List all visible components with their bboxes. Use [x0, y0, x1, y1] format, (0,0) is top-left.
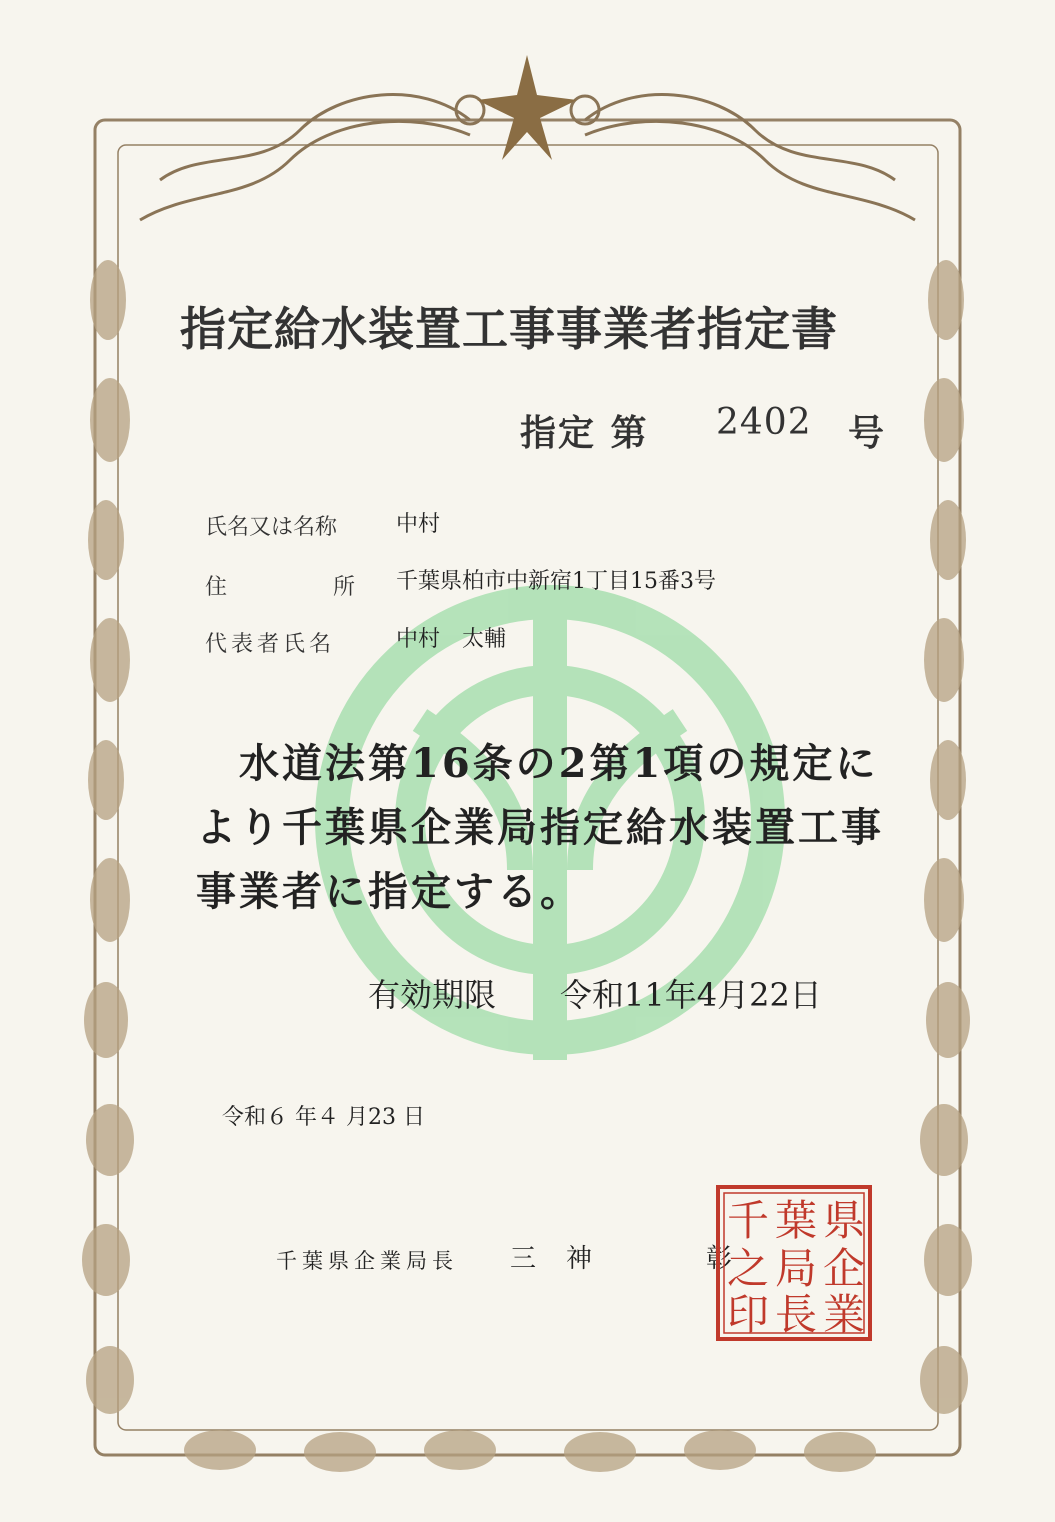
issue-date: 令和６ 年４ 月23 日: [222, 1105, 425, 1130]
address-label: [205, 570, 355, 601]
validity-label: 有効期限: [368, 976, 497, 1014]
statement-line-2: より千葉県企業局指定給水装置工事: [196, 804, 884, 851]
svg-text:業: 業: [822, 1290, 866, 1339]
statement-line-3: 事業者に指定する。: [196, 868, 583, 915]
validity-value: 令和11年4月22日: [560, 976, 822, 1014]
designation-statement: [196, 732, 896, 924]
svg-text:企: 企: [822, 1244, 866, 1293]
svg-text:葉: 葉: [774, 1196, 818, 1245]
statement-line-1: 水道法第16条の2第1項の規定に: [196, 740, 879, 787]
svg-text:千: 千: [726, 1196, 770, 1245]
registration-prefix: 指定 第: [520, 412, 649, 454]
certificate-title: 指定給水装置工事事業者指定書: [180, 302, 838, 356]
issuer-name: 三 神 彰: [510, 1244, 735, 1274]
issuer-title: 千葉県企業局長: [276, 1249, 458, 1273]
svg-text:印: 印: [726, 1290, 770, 1339]
representative-value: 中村 太輔: [396, 627, 507, 652]
svg-text:之: 之: [726, 1244, 770, 1293]
name-value: 中村: [396, 512, 441, 537]
registration-number: 2402: [716, 402, 812, 443]
svg-text:長: 長: [774, 1290, 818, 1339]
svg-text:県: 県: [822, 1196, 866, 1245]
official-seal-icon: [714, 1183, 874, 1343]
name-label: 氏名又は名称: [205, 515, 338, 540]
representative-label: 代表者氏名: [205, 632, 336, 657]
address-label-char-2: 所: [332, 575, 355, 600]
svg-text:局: 局: [774, 1244, 818, 1293]
address-value: 千葉県柏市中新宿1丁目15番3号: [396, 569, 716, 594]
address-label-char-1: 住: [205, 575, 228, 600]
registration-suffix: 号: [848, 412, 885, 454]
